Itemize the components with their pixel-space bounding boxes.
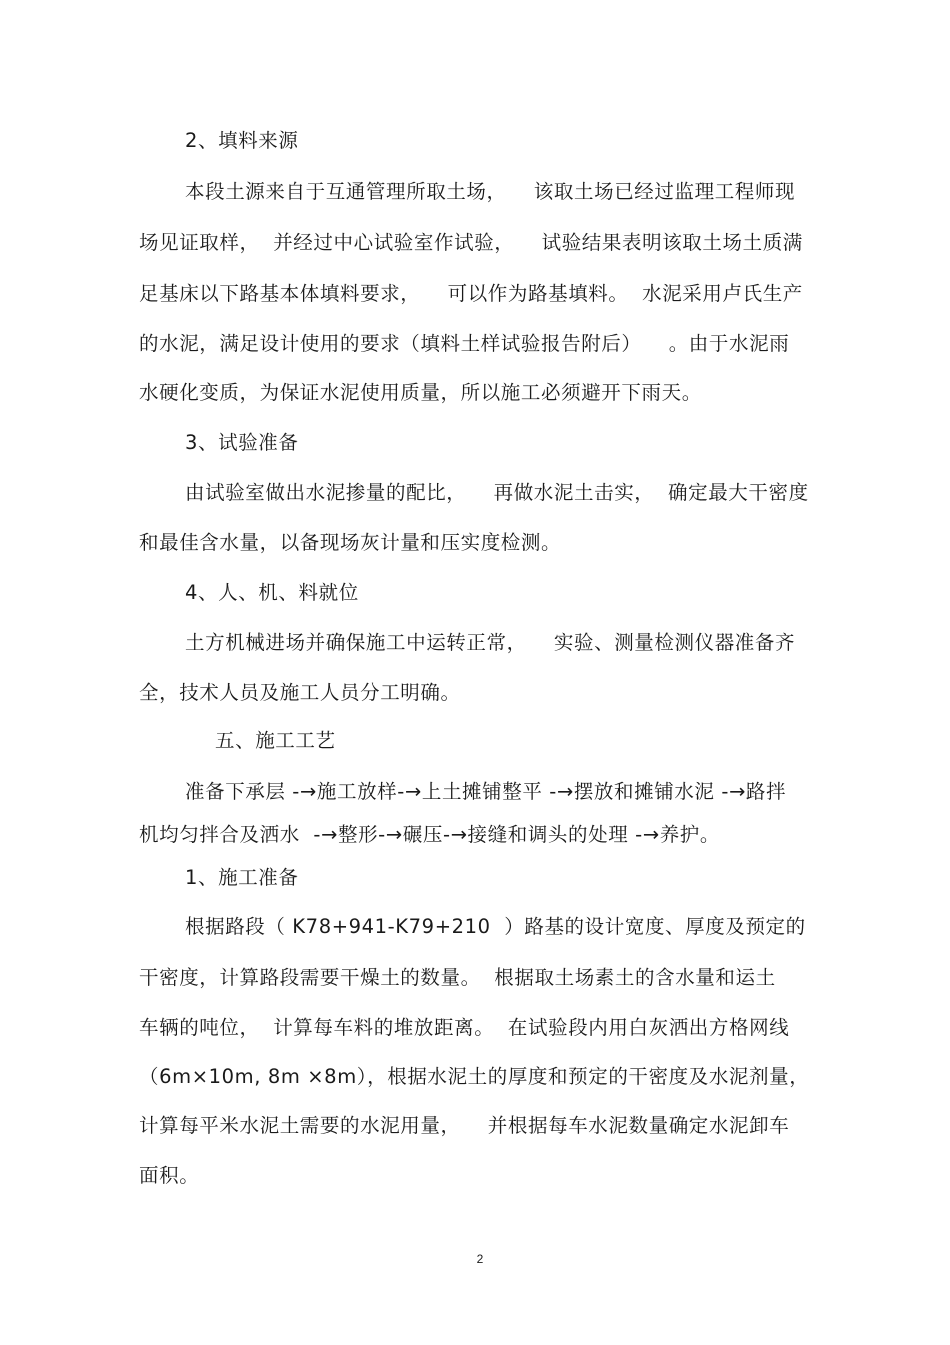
paragraph-line: 准备下承层 -→施工放样-→上土摊铺整平 -→摆放和摊铺水泥 -→路拌 (185, 780, 787, 803)
paragraph-line: 根据路段（ K78+941-K79+210 ）路基的设计宽度、厚度及预定的 (185, 915, 806, 938)
heading-construction-preparation: 1、施工准备 (185, 866, 299, 889)
paragraph-line: 和最佳含水量，以备现场灰计量和压实度检测。 (139, 531, 562, 554)
paragraph-line: 车辆的吨位， 计算每车料的堆放距离。 在试验段内用白灰洒出方格网线 (139, 1016, 790, 1039)
paragraph-line: 计算每平米水泥土需要的水泥用量， 并根据每车水泥数量确定水泥卸车 (139, 1114, 790, 1137)
paragraph-line: 全，技术人员及施工人员分工明确。 (139, 681, 461, 704)
paragraph-line: 足基床以下路基本体填料要求， 可以作为路基填料。 水泥采用卢氏生产 (139, 282, 803, 305)
paragraph-line: 干密度，计算路段需要干燥土的数量。 根据取土场素土的含水量和运土 (139, 966, 776, 989)
paragraph-line: 本段土源来自于互通管理所取土场， 该取土场已经过监理工程师现 (185, 180, 796, 203)
heading-test-preparation: 3、试验准备 (185, 431, 299, 454)
paragraph-line: 机均匀拌合及洒水 -→整形-→碾压-→接缝和调头的处理 -→养护。 (139, 823, 720, 846)
paragraph-line: 水硬化变质，为保证水泥使用质量，所以施工必须避开下雨天。 (139, 381, 702, 404)
paragraph-line: 面积。 (139, 1164, 200, 1187)
page-number: 2 (476, 1252, 484, 1266)
paragraph-line: 由试验室做出水泥掺量的配比， 再做水泥土击实， 确定最大干密度 (185, 481, 809, 504)
heading-construction-process: 五、施工工艺 (215, 729, 336, 752)
paragraph-line: 土方机械进场并确保施工中运转正常， 实验、测量检测仪器准备齐 (185, 631, 796, 654)
paragraph-line: 场见证取样， 并经过中心试验室作试验， 试验结果表明该取土场土质满 (139, 231, 803, 254)
paragraph-line: （6m×10m, 8m ×8m），根据水泥土的厚度和预定的干密度及水泥剂量， (139, 1065, 810, 1088)
heading-fill-source: 2、填料来源 (185, 129, 299, 152)
paragraph-line: 的水泥，满足设计使用的要求（填料土样试验报告附后） 。由于水泥雨 (139, 332, 790, 355)
heading-personnel-machines-materials: 4、人、机、料就位 (185, 581, 359, 604)
